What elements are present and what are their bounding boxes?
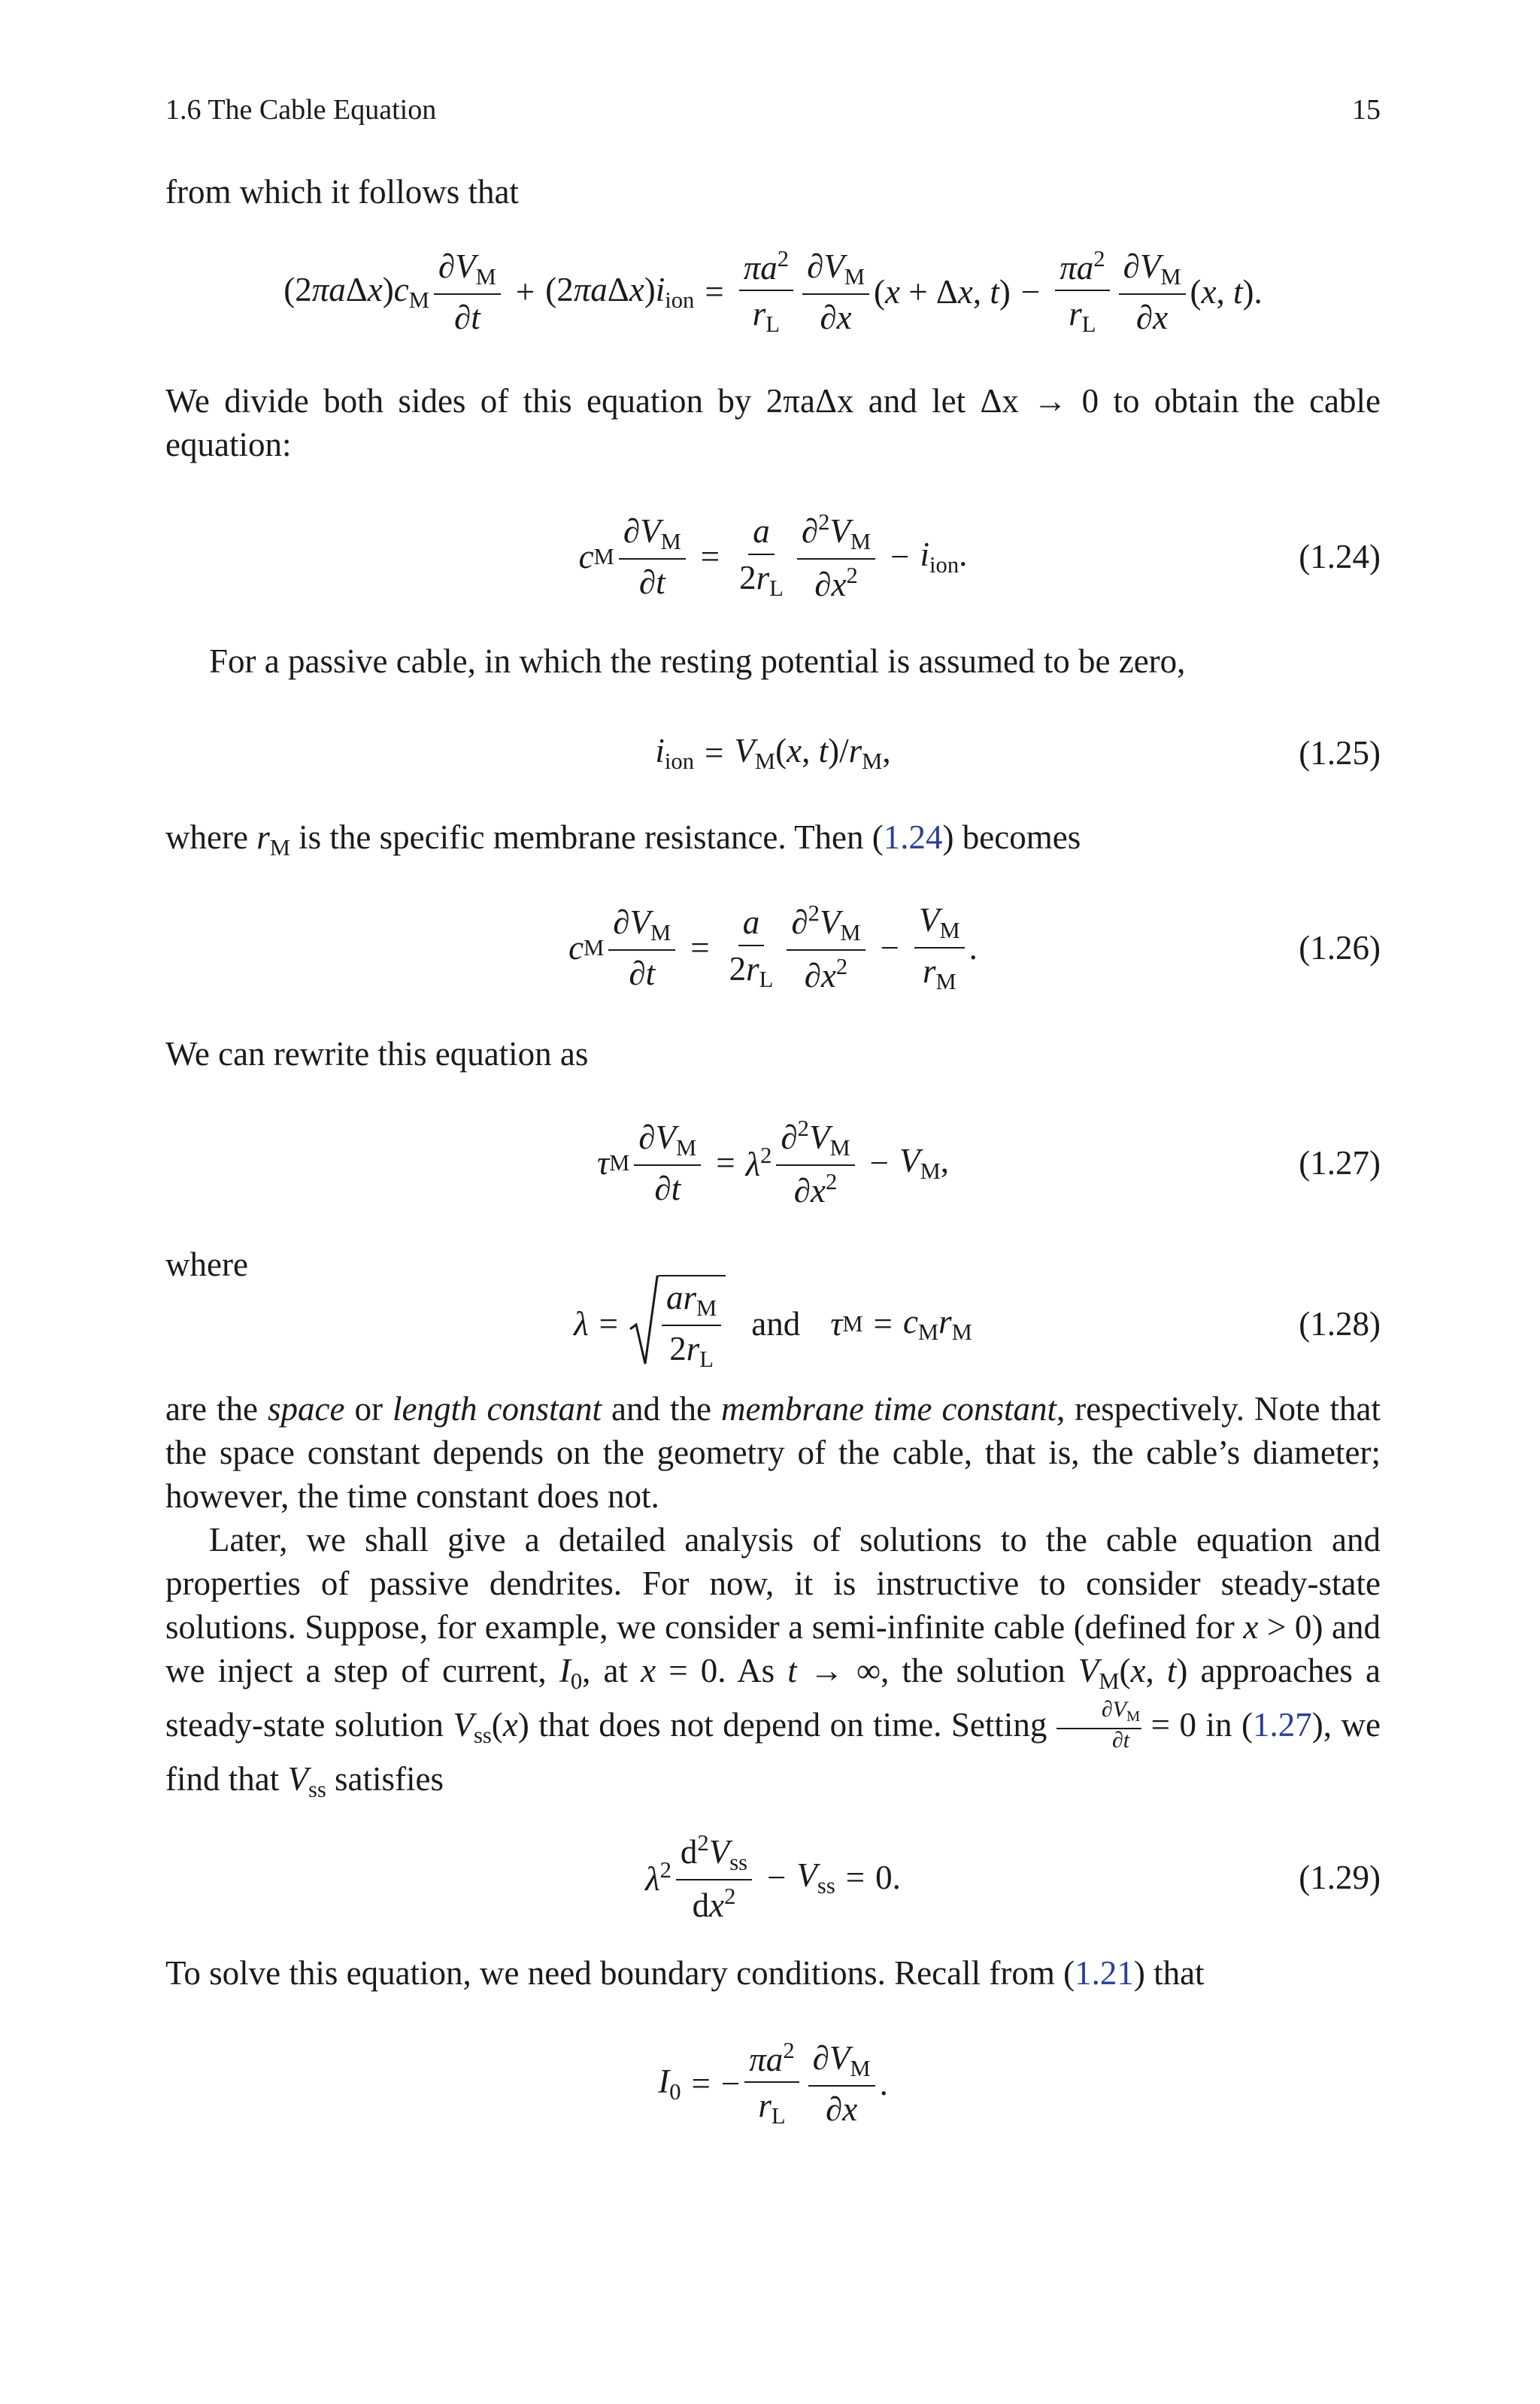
paragraph-boundary: To solve this equation, we need boundary conditions. Recall from (1.21) that — [165, 1954, 1205, 1992]
running-header-section: 1.6 The Cable Equation — [165, 94, 437, 126]
equation-number: (1.29) — [1299, 1859, 1381, 1896]
paragraph-where: where — [165, 1246, 248, 1283]
paragraph-intro: from which it follows that — [165, 173, 519, 211]
equation-1-25: $i_{ion}$ = $V_M(x$, $t)/r_M$, (1.25) — [655, 731, 1381, 775]
paragraph-constants: are the space or length constant and the membrane time constant, respectively. Note that the space constant depends on the geometry of the cable, that is, the cable’s diameter; however, the time constant does not. — [165, 1390, 1381, 1515]
equation-1-26: c M $\frac{\partial V_M}{\partial t}$ = $\frac{a}{2r_L}$ $\frac{\partial^2V_M}{\partial x^2}$ − $\frac{V_M}{r_M}$ . (1.26) — [568, 900, 1381, 995]
paragraph-steady-state: Later, we shall give a detailed analysis of solutions to the cable equation and properties of passive dendrites. For now, it is instructive to consider steady-state solutions. Suppose, for example, we consider a semi-infinite cable (defined for x > 0) and we inject a step of current, $I_0$, at x = 0. As t → ∞, the solution $V_M(x$, t) approaches a steady-state solution $V_{ss}(x)$ that does not depend on time. Setting $\frac{\partial V_M}{\partial t}$ = 0 in (1.27), we find that $V_{ss}$ satisfies — [165, 1521, 1381, 1803]
equation-number: (1.24) — [1299, 538, 1381, 575]
equation-1-28: λ = $\frac{ar_M}{2r_L}$ and τ M = $c_Mr_M$ (1.28) — [165, 1271, 1381, 1377]
ref-link-1-21[interactable]: 1.21 — [1075, 1954, 1134, 1992]
paragraph-passive-cable: For a passive cable, in which the resting potential is assumed to be zero, — [209, 642, 1186, 680]
ref-link-1-27[interactable]: 1.27 — [1253, 1706, 1312, 1744]
equation-1-24: c M $\frac{\partial V_M}{\partial t}$ = $\frac{a}{2r_L}$ $\frac{\partial^2V_M}{\partial x^2}$ − $i_{ion}$. (1.24) — [578, 509, 1381, 603]
ref-link-1-24[interactable]: 1.24 — [883, 818, 943, 856]
paragraph-divide: We divide both sides of this equation by 2πaΔx and let Δx → 0 to obtain the cable equation: — [165, 382, 1381, 463]
equation-number: (1.27) — [1299, 1144, 1381, 1182]
equation-1-29: $\lambda^2$ $\frac{d^2V_{ss}}{dx^2}$ − $V_{ss}$ = 0. (1.29) — [645, 1830, 1381, 1924]
and-word: and — [751, 1305, 801, 1343]
equation-number: (1.26) — [1299, 929, 1381, 967]
equation-number: (1.28) — [1299, 1305, 1381, 1343]
equation-boundary-current: $I_0$ = − $\frac{\pi a^2}{r_L}$ $\frac{\partial V_M}{\partial x}$ . — [658, 2037, 888, 2129]
paragraph-rewrite: We can rewrite this equation as — [165, 1035, 589, 1073]
equation-balance: $(2\pi a\Delta x)c_M$ $\frac{\partial V_M}{\partial t}$ + $(2\pi a\Delta x)i_{ion}$ = $\frac{\pi a^2}{r_L}$ $\frac{\partial V_M}{\partial x}$ (x + Δx, t) − $\frac{\pi a^2}{r_L}$ $\frac{\partial V_M}{\partial x}$ (x, t). — [283, 245, 1263, 338]
paragraph-membrane-resistance: where $r_M$ is the specific membrane resistance. Then (1.24) becomes — [165, 818, 1081, 861]
page-number: 15 — [1352, 94, 1381, 126]
square-root-icon: $\frac{ar_M}{2r_L}$ — [629, 1275, 726, 1373]
equation-number: (1.25) — [1299, 734, 1381, 772]
equation-1-27: τ M $\frac{\partial V_M}{\partial t}$ = $\lambda^2$ $\frac{\partial^2V_M}{\partial x^2}$ − $V_M$, (1.27) — [596, 1115, 1381, 1210]
